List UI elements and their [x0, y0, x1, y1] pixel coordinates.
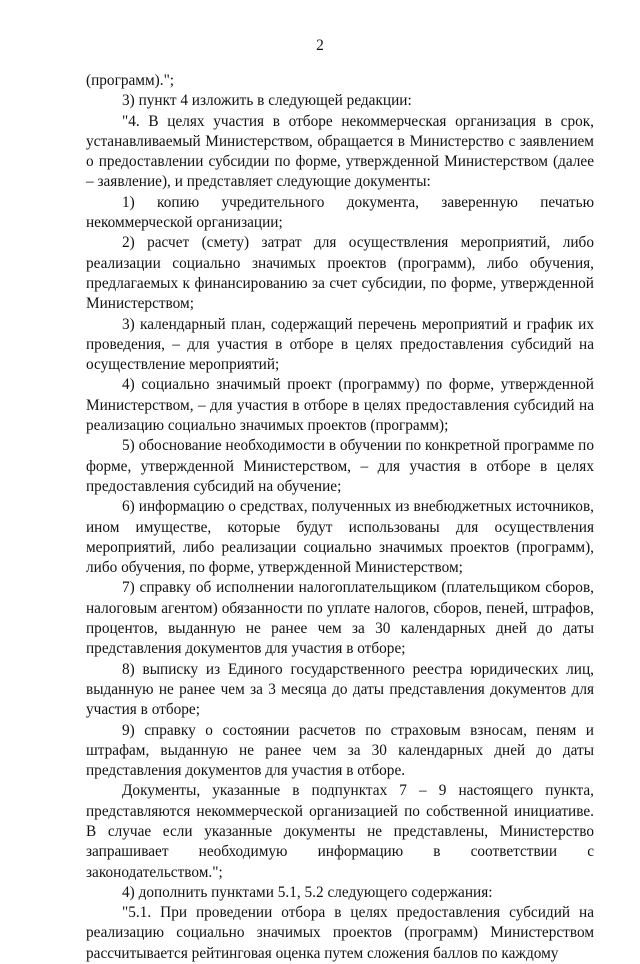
paragraph-point-5-1: "5.1. При проведении отбора в целях предоставления субсидий на реализацию социально значимых проектов (программ) Министерством рассчитывается рейтинговая оценка путем сложения баллов по каждому — [86, 904, 594, 962]
paragraph-subitem-5: 5) обоснование необходимости в обучении по конкретной программе по форме, утвержденной Министерством, – для участия в отборе в целях предоставления субсидий на обучение; — [86, 437, 594, 495]
paragraph-subitem-8: 8) выписку из Единого государственного реестра юридических лиц, выданную не ранее чем за 3 месяца до даты представления документов для участия в отборе; — [86, 660, 594, 719]
paragraph-subitem-4: 4) социально значимый проект (программу) по форме, утвержденной Министерством, – для участия в отборе в целях предоставления субсидий на реализацию социально значимых проектов (программ); — [86, 376, 594, 435]
paragraph-subitem-9: 9) справку о состоянии расчетов по страховым взносам, пеням и штрафам, выданную не ранее чем за 30 календарных дней до даты представления документов для участия в отборе. — [86, 721, 594, 780]
paragraph-subitem-3: 3) календарный план, содержащий перечень мероприятий и график их проведения, – для участия в отборе в целях предоставления субсидий на осуществление мероприятий; — [86, 315, 594, 374]
page-number: 2 — [316, 37, 324, 54]
paragraph-documents-note: Документы, указанные в подпунктах 7 – 9 настоящего пункта, представляются некоммерческой организацией по собственной инициативе. В случае если указанные документы не представлены, Министерство запрашивает необходимую информацию в соответствии с законодательством."; — [86, 782, 594, 881]
paragraph-item-3: 3) пункт 4 изложить в следующей редакции: — [122, 92, 412, 110]
paragraph-item-4: 4) дополнить пунктами 5.1, 5.2 следующего содержания: — [122, 883, 493, 901]
paragraph-continuation: (программ)."; — [86, 72, 175, 89]
paragraph-subitem-2: 2) расчет (смету) затрат для осуществления мероприятий, либо реализации социально значимых проектов (программ), либо обучения, предлагаемых к финансированию за счет субсидии, по форме, утвержденной Министерством; — [86, 234, 594, 313]
paragraph-subitem-7: 7) справку об исполнении налогоплательщиком (плательщиком сборов, налоговым агентом) обязанности по уплате налогов, сборов, пеней, штрафов, процентов, выданную не ранее чем за 30 календарных дней до даты представления документов для участия в отборе; — [86, 579, 594, 658]
document-body — [86, 71, 594, 964]
paragraph-subitem-6: 6) информацию о средствах, полученных из внебюджетных источников, ином имуществе, которые будут использованы для осуществления мероприятий, либо реализации социально значимых проектов (программ), либо обучения, по форме, утвержденной Министерством; — [86, 498, 594, 577]
paragraph-subitem-1: 1) копию учредительного документа, заверенную печатью некоммерческой организации; — [86, 193, 594, 232]
paragraph-point-4: "4. В целях участия в отборе некоммерческая организация в срок, устанавливаемый Министерством, обращается в Министерство с заявлением о предоставлении субсидии по форме, утвержденной Министерством (далее – заявление), и представляет следующие документы: — [86, 112, 594, 191]
